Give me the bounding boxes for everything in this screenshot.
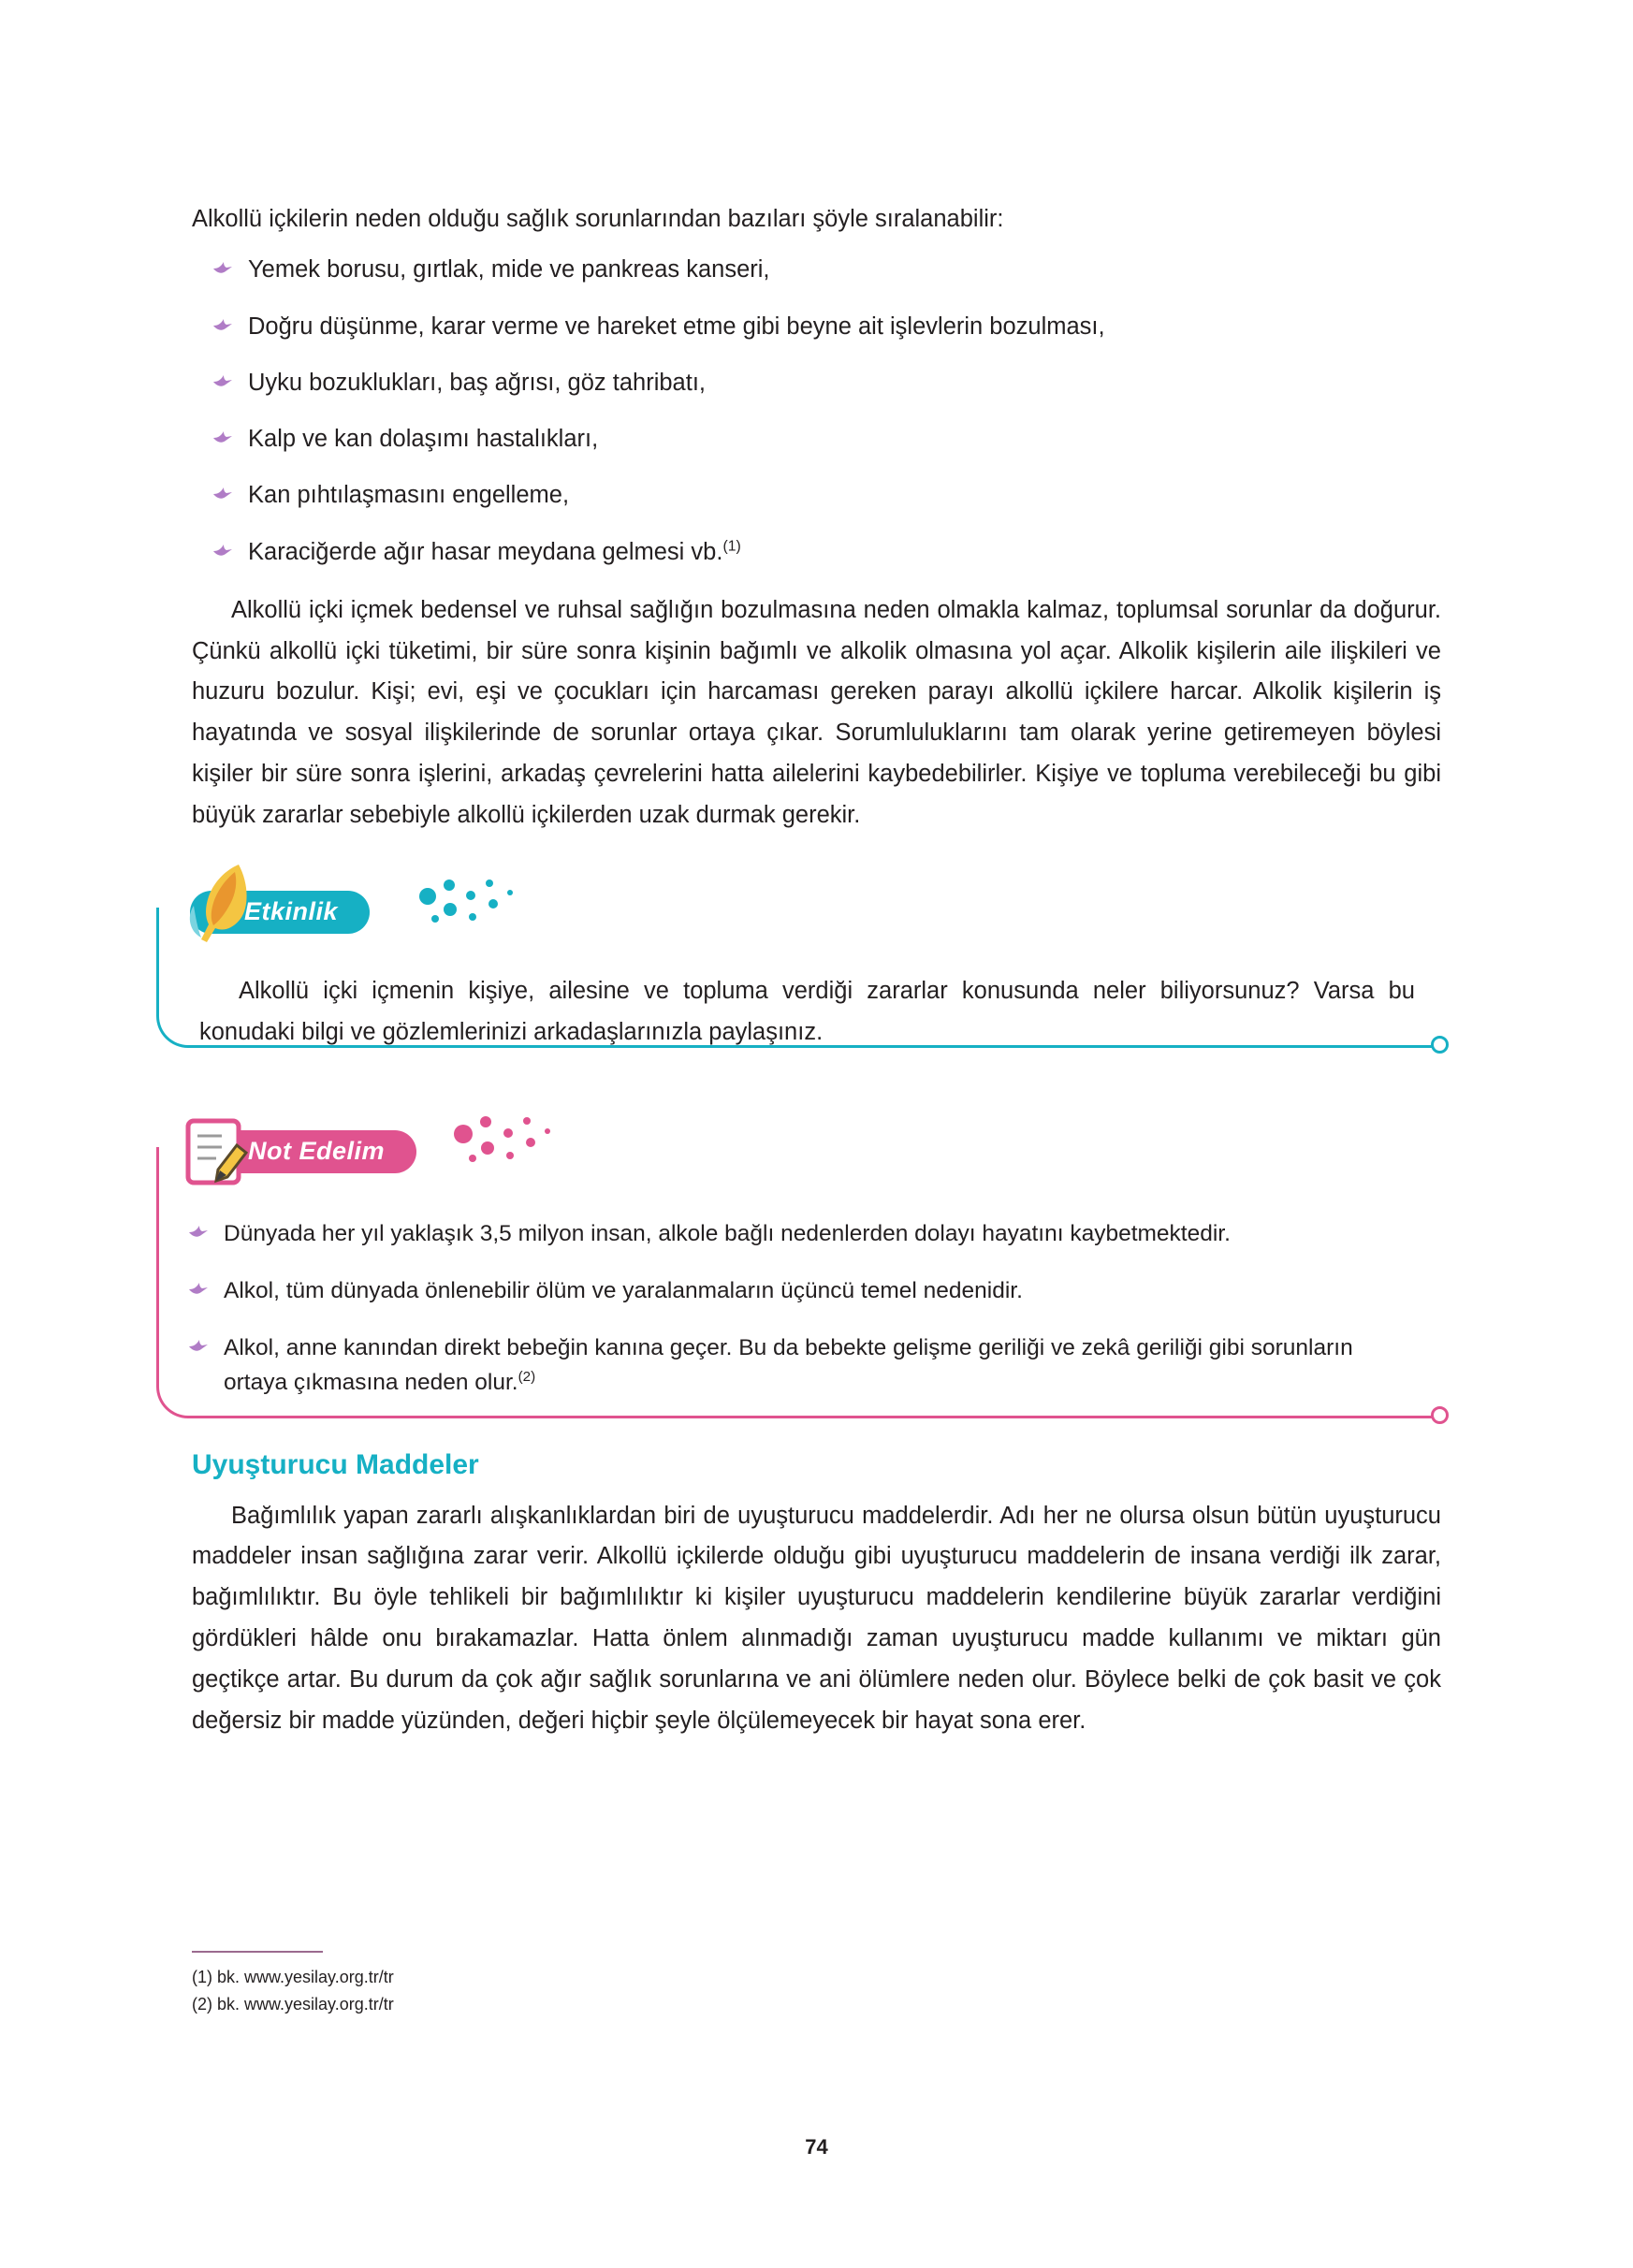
body-paragraph-1: Alkollü içki içmek bedensel ve ruhsal sağlığın bozulmasına neden olmakla kalmaz, toplumsal sorunlar da doğurur. Çünkü alkollü içki tüketimi, bir süre sonra kişinin bağımlı ve alkolik olmasına yol açar. Alkolik kişilerin aile ilişkileri ve huzuru bozulur. Kişi; evi, eşi ve çocukları için harcaması gereken parayı alkollü içkilere harcar. Alkolik kişilerin iş hayatında ve sosyal ilişkilerinde de sorunlar ortaya çıkar. Sorumluluklarını tam olarak yerine getiremeyen böylesi kişiler bir süre sonra işlerini, arkadaş çevrelerini hatta ailelerini kaybedebilirler. Kişiye ve topluma verebileceği bu gibi büyük zararlar sebebiyle alkollü içkilerden uzak durmak gerekir.: [192, 596, 1441, 829]
list-item-text: Uyku bozuklukları, baş ağrısı, göz tahribatı,: [248, 369, 706, 396]
arrow-bullet-icon: [212, 540, 233, 560]
list-item: [192, 534, 1441, 570]
list-item: [156, 1273, 1415, 1308]
footnote-divider: [192, 1951, 323, 1953]
arrow-bullet-icon: [212, 314, 233, 335]
list-item: [156, 1330, 1415, 1400]
etkinlik-header: [156, 880, 1443, 945]
arrow-bullet-icon: [212, 483, 233, 503]
intro-paragraph: Alkollü içkilerin neden olduğu sağlık sorunlarından bazıları şöyle sıralanabilir:: [192, 206, 1004, 232]
footnotes: [192, 1951, 847, 2018]
list-item-text: Doğru düşünme, karar verme ve hareket etme gibi beyne ait işlevlerin bozulması,: [248, 313, 1105, 340]
footnote-ref: (1): [722, 538, 741, 554]
etkinlik-paragraph: Alkollü içki içmenin kişiye, ailesine ve topluma verdiği zararlar konusunda neler biliyorsunuz? Varsa bu konudaki bilgi ve gözlemlerinizi arkadaşlarınızla paylaşınız.: [199, 977, 1415, 1045]
page-content: [192, 201, 1441, 1742]
etkinlik-badge: [190, 891, 370, 934]
arrow-bullet-icon: [212, 257, 233, 278]
footnote-1: (1) bk. www.yesilay.org.tr/tr: [192, 1968, 394, 1986]
list-item: [192, 309, 1441, 344]
not-edelim-box: [156, 1119, 1443, 1401]
section-heading: Uyuşturucu Maddeler: [192, 1448, 479, 1480]
list-item-text: Karaciğerde ağır hasar meydana gelmesi vb.: [248, 538, 723, 565]
list-item-text: Kalp ve kan dolaşımı hastalıkları,: [248, 426, 599, 452]
footnote-ref: (2): [518, 1369, 536, 1386]
etkinlik-body: [156, 945, 1443, 1054]
arrow-bullet-icon: [188, 1335, 209, 1356]
list-item-text: Yemek borusu, gırtlak, mide ve pankreas kanseri,: [248, 256, 770, 284]
list-item-text: Kan pıhtılaşmasını engelleme,: [248, 482, 570, 509]
arrow-bullet-icon: [188, 1221, 209, 1242]
not-edelim-badge: [190, 1130, 416, 1173]
health-problems-list: [192, 252, 1441, 570]
not-edelim-list: [156, 1185, 1443, 1401]
etkinlik-activity-box: [156, 880, 1443, 1054]
not-edelim-badge-label: Not Edelim: [248, 1137, 386, 1166]
list-item: [192, 252, 1441, 287]
list-item: [192, 477, 1441, 513]
notepad-pencil-icon: [175, 1113, 254, 1197]
arrow-bullet-icon: [212, 427, 233, 447]
list-item-text: Alkol, anne kanından direkt bebeğin kanına geçer. Bu da bebekte gelişme geriliği ve zekâ geriliği gibi sorunların ortaya çıkmasına neden olur.: [224, 1335, 1353, 1396]
decorative-dots-icon: [418, 872, 531, 938]
section-paragraph: Bağımlılık yapan zararlı alışkanlıklardan biri de uyuşturucu maddelerdir. Adı her ne olursa olsun bütün uyuşturucu maddeler insan sağlığına zarar verir. Alkollü içkilerde olduğu gibi uyuşturucu maddelerin de insana verdiği ilk zarar, bağımlılıktır. Bu öyle tehlikeli bir bağımlılıktır ki kişiler uyuşturucu maddelerin kendilerine büyük zararlar verdiğini gördükleri hâlde onu bırakamazlar. Hatta önlem alınmadığı zaman uyuşturucu madde kullanımı ve miktarı gün geçtikçe artar. Bu durum da çok ağır sağlık sorunlarına ve ani ölümlere neden olur. Böylece belki de çok basit ve çok değersiz bir madde yüzünden, değeri hiçbir şeyle ölçülemeyecek bir hayat sona erer.: [192, 1502, 1441, 1734]
not-edelim-header: [156, 1119, 1443, 1185]
arrow-bullet-icon: [188, 1278, 209, 1299]
arrow-bullet-icon: [212, 371, 233, 391]
etkinlik-badge-label: Etkinlik: [244, 897, 339, 926]
list-item: [192, 365, 1441, 400]
feather-icon: [184, 859, 265, 953]
list-item: [192, 421, 1441, 457]
page-number: 74: [805, 2135, 828, 2159]
footnote-2: (2) bk. www.yesilay.org.tr/tr: [192, 1994, 394, 2014]
list-item-text: Alkol, tüm dünyada önlenebilir ölüm ve yaralanmaların üçüncü temel nedenidir.: [224, 1277, 1023, 1303]
list-item: [156, 1216, 1415, 1251]
decorative-dots-icon: [454, 1110, 566, 1176]
list-item-text: Dünyada her yıl yaklaşık 3,5 milyon insan, alkole bağlı nedenlerden dolayı hayatını kaybetmektedir.: [224, 1220, 1231, 1246]
